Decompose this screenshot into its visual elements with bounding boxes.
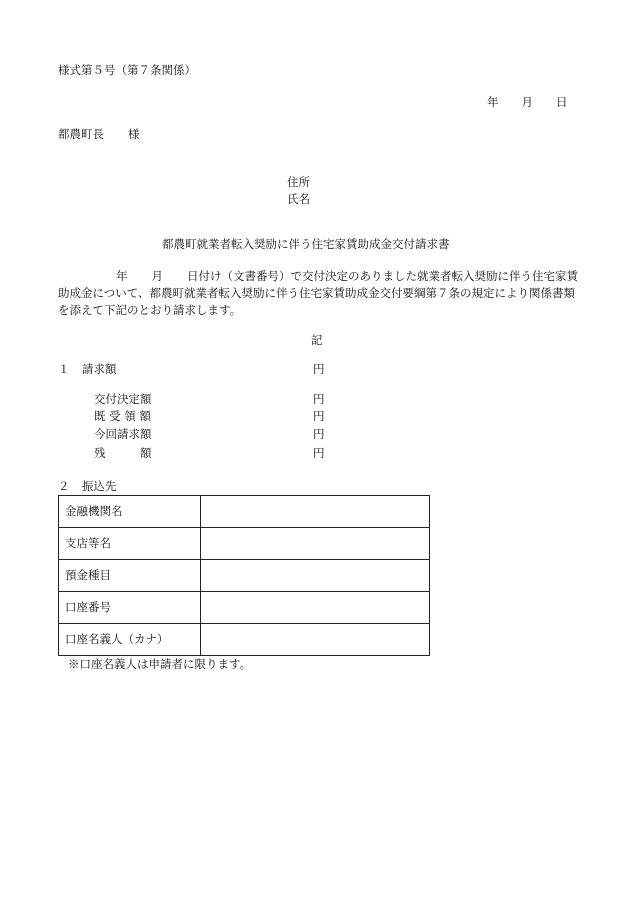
form-number: 様式第５号（第７条関係） — [58, 63, 196, 77]
section2-number: ２ — [58, 479, 70, 493]
amount-item-yen: 円 — [313, 427, 325, 441]
account-holder-label: 口座名義人（カナ） — [59, 624, 201, 656]
deposit-type-field[interactable] — [201, 560, 430, 592]
document-title: 都農町就業者転入奨励に伴う住宅家賃助成金交付請求書 — [162, 237, 450, 251]
deposit-type-label: 預金種目 — [59, 560, 201, 592]
recipient — [58, 128, 140, 142]
section2-heading — [58, 480, 117, 494]
recipient-name: 都農町長 — [58, 127, 104, 141]
amount-item-yen: 円 — [313, 446, 325, 460]
body-main-text: 日付け（文書番号）で交付決定のありました就業者転入奨励に伴う住宅家賃助成金について、都農町就業者転入奨励に伴う住宅家賃助成金交付要綱第７条の規定により関係書類を添えて下記のとおり請求します。 — [58, 269, 578, 317]
amount-item-yen: 円 — [313, 409, 325, 423]
date-month: 月 — [521, 95, 533, 109]
account-number-label: 口座番号 — [59, 592, 201, 624]
section1-heading — [58, 363, 117, 377]
address-label: 住所 — [287, 175, 310, 189]
date-day: 日 — [556, 95, 568, 109]
amount-item-label: 今回請求額 — [94, 427, 152, 441]
ki-heading: 記 — [311, 333, 323, 347]
name-label: 氏名 — [287, 192, 310, 206]
date-year: 年 — [487, 95, 499, 109]
account-holder-note: ※口座名義人は申請者に限ります。 — [68, 657, 252, 671]
amount-item-label: 交付決定額 — [94, 392, 152, 406]
table-row — [59, 528, 430, 560]
request-body-text — [58, 268, 578, 319]
body-year: 年 — [116, 269, 128, 283]
table-row — [59, 496, 430, 528]
bank-name-label: 金融機関名 — [59, 496, 201, 528]
branch-name-label: 支店等名 — [59, 528, 201, 560]
bank-account-table — [58, 495, 430, 656]
date-line — [487, 96, 568, 110]
section2-label: 振込先 — [82, 479, 117, 493]
table-row — [59, 624, 430, 656]
section1-label: 請求額 — [82, 362, 117, 376]
branch-name-field[interactable] — [201, 528, 430, 560]
section1-yen: 円 — [313, 362, 325, 376]
amount-item-label: 既 受 領 額 — [94, 409, 151, 423]
account-holder-field[interactable] — [201, 624, 430, 656]
account-number-field[interactable] — [201, 592, 430, 624]
body-month: 月 — [151, 269, 163, 283]
bank-name-field[interactable] — [201, 496, 430, 528]
amount-item-label: 残 額 — [94, 446, 152, 460]
recipient-honorific: 様 — [128, 127, 140, 141]
table-row — [59, 560, 430, 592]
amount-item-yen: 円 — [313, 392, 325, 406]
section1-number: １ — [58, 362, 70, 376]
table-row — [59, 592, 430, 624]
